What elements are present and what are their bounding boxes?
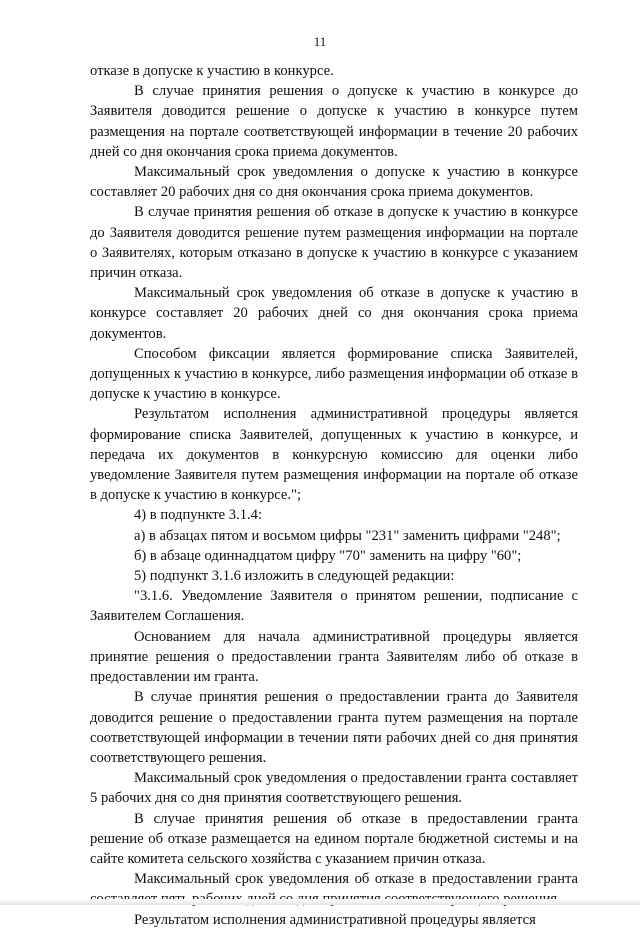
paragraph: В случае принятия решения о предоставлении гранта до Заявителя доводится решение о предоставлении гранта путем размещения на портале соответствующей информации в течении пяти рабочих дней со дня принятия соответствующего решения. (90, 689, 578, 766)
page-bottom-edge (0, 899, 640, 905)
paragraph: В случае принятия решения о допуске к участию в конкурсе до Заявителя доводится решение о допуске к участию в конкурсе путем размещения на портале соответствующей информации в течение 20 рабочих дней со дня окончания срока приема документов. (90, 83, 578, 160)
paragraph: Способом фиксации является формирование списка Заявителей, допущенных к участию в конкурсе, либо размещения информации об отказе в допуске к участию в конкурсе. (90, 345, 578, 403)
amendment-item: 5) подпункт 3.1.6 изложить в следующей редакции: (134, 568, 455, 585)
page-number: 11 (313, 34, 327, 49)
document-body (90, 61, 578, 930)
paragraph: В случае принятия решения об отказе в допуске к участию в конкурсе до Заявителя доводится решение путем размещения информации на портале о Заявителях, которым отказано в допуске к участию в конкурсе с указанием причин отказа. (90, 204, 578, 282)
paragraph: Максимальный срок уведомления о допуске к участию в конкурсе составляет 20 рабочих дня со дня окончания срока приема документов. (90, 164, 578, 201)
paragraph: Максимальный срок уведомления об отказе в предоставлении гранта (134, 871, 578, 888)
amendment-item: б) в абзаце одиннадцатом цифру "70" заменить на цифру "60"; (134, 547, 522, 564)
subsection-heading: "3.1.6. Уведомление Заявителя о принятом решении, подписание с Заявителем Соглашения. (90, 588, 578, 625)
paragraph: отказе в допуске к участию в конкурсе. (90, 63, 334, 79)
paragraph: Максимальный срок уведомления о предоставлении гранта составляет 5 рабочих дня со дня принятия соответствующего решения. (90, 770, 578, 807)
amendment-item: 4) в подпункте 3.1.4: (134, 507, 263, 524)
amendment-item: а) в абзацах пятом и восьмом цифры "231" заменить цифрами "248"; (134, 527, 561, 544)
paragraph: Основанием для начала административной процедуры является принятие решения о предоставлении гранта Заявителям либо об отказе в предоставлении им гранта. (90, 628, 578, 686)
paragraph: Результатом исполнения административной процедуры является (134, 911, 536, 928)
paragraph: В случае принятия решения об отказе в предоставлении гранта решение об отказе размещается на едином портале бюджетной системы и на сайте комитета сельского хозяйства с указанием причин отказа. (90, 810, 578, 867)
paragraph: Максимальный срок уведомления об отказе в допуске к участию в конкурсе составляет 20 рабочих дней со дня окончания срока приема документов. (90, 285, 578, 342)
paragraph: Результатом исполнения административной процедуры является формирование списка Заявителей, допущенных к участию в конкурсе, и передача их документов в конкурсную комиссию для оценки либо уведомление Заявителя путем размещения информации на портале об отказе в допуске к участию в конкурсе."; (90, 406, 578, 504)
